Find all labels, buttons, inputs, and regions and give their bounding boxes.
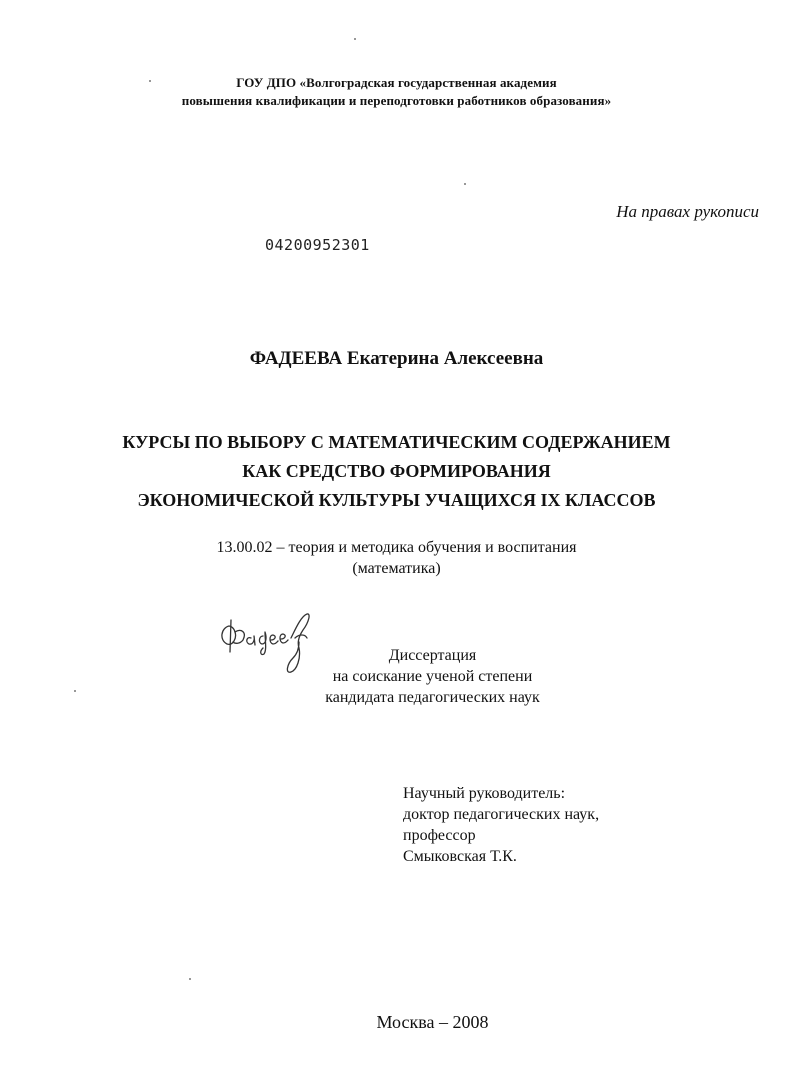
scan-speck bbox=[464, 183, 466, 185]
scan-speck bbox=[149, 80, 151, 82]
author-name: ФАДЕЕВА Екатерина Алексеевна bbox=[249, 348, 544, 369]
dissertation-degree bbox=[36, 645, 793, 708]
advisor-line-3: профессор bbox=[403, 827, 476, 844]
city-year: Москва – 2008 bbox=[376, 1012, 489, 1032]
organization-line-1: ГОУ ДПО «Волгоградская государственная академия bbox=[236, 75, 557, 90]
specialty-line-2: (математика) bbox=[352, 560, 441, 577]
dissertation-title bbox=[0, 428, 793, 515]
title-line-3: ЭКОНОМИЧЕСКОЙ КУЛЬТУРЫ УЧАЩИХСЯ IX КЛАССОВ bbox=[137, 490, 656, 510]
scan-speck bbox=[189, 978, 191, 980]
title-line-2: КАК СРЕДСТВО ФОРМИРОВАНИЯ bbox=[242, 461, 551, 481]
degree-line-2: на соискание ученой степени bbox=[332, 668, 533, 685]
scan-speck bbox=[354, 38, 356, 40]
organization-line-2: повышения квалификации и переподготовки работников образования» bbox=[181, 93, 612, 108]
specialty bbox=[0, 537, 793, 579]
advisor-line-1: Научный руководитель: bbox=[403, 785, 566, 802]
scan-speck bbox=[74, 690, 76, 692]
registration-number: 04200952301 bbox=[265, 236, 370, 254]
advisor-line-2: доктор педагогических наук, bbox=[403, 806, 600, 823]
degree-line-3: кандидата педагогических наук bbox=[325, 689, 540, 706]
rights-note: На правах рукописи bbox=[616, 202, 759, 221]
degree-line-1: Диссертация bbox=[388, 647, 477, 664]
scientific-advisor bbox=[403, 783, 599, 867]
specialty-line-1: 13.00.02 – теория и методика обучения и воспитания bbox=[216, 539, 577, 556]
advisor-line-4: Смыковская Т.К. bbox=[403, 848, 517, 865]
title-line-1: КУРСЫ ПО ВЫБОРУ С МАТЕМАТИЧЕСКИМ СОДЕРЖАНИЕМ bbox=[122, 432, 671, 452]
